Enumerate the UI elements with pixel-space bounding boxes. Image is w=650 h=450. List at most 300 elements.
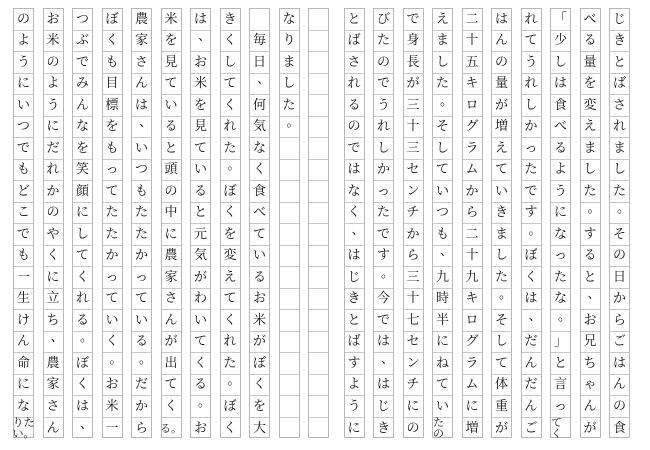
manuscript-cell	[191, 9, 210, 31]
cell-character: ん	[75, 97, 89, 113]
cell-character: の	[612, 398, 626, 414]
manuscript-cell	[345, 117, 364, 139]
manuscript-cell	[44, 9, 63, 31]
cell-character: で	[75, 54, 89, 70]
cell-character: た	[282, 97, 296, 113]
cell-character: 二	[465, 226, 479, 242]
manuscript-cell	[404, 95, 423, 117]
cell-character: 三	[406, 97, 420, 113]
cell-character: て	[223, 76, 237, 92]
manuscript-cell	[250, 9, 269, 31]
manuscript-cell	[345, 9, 364, 31]
cell-character: で	[16, 140, 30, 156]
cell-character: と	[164, 140, 178, 156]
cell-character: う	[347, 398, 361, 414]
manuscript-cell	[404, 246, 423, 268]
cell-character: し	[223, 54, 237, 70]
manuscript-cell	[433, 310, 452, 332]
manuscript-cell	[73, 289, 92, 311]
cell-character: 十	[406, 291, 420, 307]
manuscript-cell	[221, 31, 240, 53]
cell-character: で	[376, 76, 390, 92]
cell-character: 食	[612, 420, 626, 436]
manuscript-cell	[522, 353, 541, 375]
cell-character: たの	[433, 416, 444, 441]
cell-character: は	[376, 334, 390, 350]
manuscript-cell	[374, 396, 393, 418]
manuscript-cell	[103, 267, 122, 289]
cell-character: っ	[376, 183, 390, 199]
manuscript-cell	[14, 289, 33, 311]
cell-character: か	[406, 226, 420, 242]
cell-character: グ	[465, 119, 479, 135]
cell-character: と	[347, 312, 361, 328]
manuscript-cell	[463, 203, 482, 225]
cell-character: た	[134, 205, 148, 221]
manuscript-cell	[250, 267, 269, 289]
cell-character: う	[16, 54, 30, 70]
manuscript-cell	[522, 95, 541, 117]
cell-character: と	[553, 355, 567, 371]
manuscript-cell	[374, 31, 393, 53]
cell-character: う	[46, 97, 60, 113]
manuscript-cell	[522, 289, 541, 311]
manuscript-cell	[374, 310, 393, 332]
manuscript-cell	[14, 160, 33, 182]
cell-character: 、	[587, 287, 601, 303]
manuscript-column	[432, 8, 453, 441]
manuscript-cell	[433, 267, 452, 289]
cell-character: た	[435, 76, 449, 92]
manuscript-cell	[610, 310, 629, 332]
cell-character: え	[435, 11, 449, 27]
manuscript-cell	[309, 224, 328, 246]
manuscript-cell	[132, 418, 151, 440]
cell-character: ン	[406, 183, 420, 199]
cell-character: く	[223, 97, 237, 113]
cell-character: も	[16, 248, 30, 264]
cell-character: で	[376, 226, 390, 242]
cell-character: よ	[553, 162, 567, 178]
manuscript-cell	[280, 353, 299, 375]
manuscript-cell	[191, 353, 210, 375]
manuscript-cell	[374, 375, 393, 397]
manuscript-cell	[463, 95, 482, 117]
cell-character: か	[46, 183, 60, 199]
manuscript-cell	[250, 95, 269, 117]
cell-character: に	[75, 205, 89, 221]
manuscript-cell	[610, 246, 629, 268]
manuscript-cell	[581, 289, 600, 311]
manuscript-cell	[191, 224, 210, 246]
cell-character: わ	[193, 291, 207, 307]
manuscript-cell	[73, 375, 92, 397]
manuscript-cell	[463, 31, 482, 53]
cell-character: き	[376, 420, 390, 436]
cell-character: な	[252, 140, 266, 156]
manuscript-cell	[581, 31, 600, 53]
cell-character: れ	[524, 76, 538, 92]
manuscript-cell	[433, 74, 452, 96]
manuscript-cell	[162, 52, 181, 74]
manuscript-cell	[103, 181, 122, 203]
cell-character: れ	[46, 162, 60, 178]
cell-character: ん	[612, 377, 626, 393]
cell-character: 少	[553, 33, 567, 49]
cell-character: た	[223, 140, 237, 156]
cell-character: 半	[435, 312, 449, 328]
manuscript-cell	[132, 396, 151, 418]
cell-character: い	[435, 183, 449, 199]
manuscript-cell	[522, 203, 541, 225]
manuscript-cell	[551, 9, 570, 31]
cell-character: な	[16, 398, 30, 414]
cell-character: を	[193, 97, 207, 113]
manuscript-cell	[191, 310, 210, 332]
cell-character: る	[583, 33, 597, 49]
cell-character: し	[612, 162, 626, 178]
manuscript-column	[131, 8, 152, 438]
cell-character: ら	[612, 312, 626, 328]
manuscript-cell	[433, 353, 452, 375]
manuscript-cell	[492, 224, 511, 246]
manuscript-cell	[551, 74, 570, 96]
manuscript-cell	[44, 138, 63, 160]
manuscript-column	[609, 8, 630, 438]
manuscript-column	[279, 8, 300, 438]
cell-character: が	[583, 420, 597, 436]
manuscript-cell	[250, 310, 269, 332]
manuscript-cell	[551, 52, 570, 74]
cell-character: っ	[134, 269, 148, 285]
cell-character: か	[376, 162, 390, 178]
manuscript-column	[102, 8, 123, 438]
manuscript-cell	[73, 95, 92, 117]
manuscript-cell	[191, 375, 210, 397]
manuscript-column	[249, 8, 270, 438]
manuscript-cell	[44, 224, 63, 246]
cell-character: く	[223, 33, 237, 49]
cell-character: ム	[465, 377, 479, 393]
manuscript-cell	[132, 267, 151, 289]
cell-character: 。	[138, 351, 152, 367]
manuscript-cell	[73, 117, 92, 139]
manuscript-cell	[191, 52, 210, 74]
manuscript-cell	[14, 310, 33, 332]
cell-character: っ	[524, 140, 538, 156]
manuscript-cell	[610, 418, 629, 440]
cell-character: さ	[134, 54, 148, 70]
manuscript-cell	[551, 267, 570, 289]
cell-character: す	[347, 355, 361, 371]
manuscript-cell	[492, 160, 511, 182]
cell-character: ら	[134, 420, 148, 436]
cell-character: の	[494, 54, 508, 70]
cell-character: の	[16, 11, 30, 27]
cell-character: 。	[286, 115, 300, 131]
cell-character: 目	[105, 76, 119, 92]
manuscript-cell	[162, 117, 181, 139]
manuscript-cell	[73, 246, 92, 268]
manuscript-cell	[404, 203, 423, 225]
cell-character: い	[105, 312, 119, 328]
cell-character: る	[193, 183, 207, 199]
manuscript-cell	[433, 375, 452, 397]
cell-character: て	[435, 162, 449, 178]
manuscript-cell	[309, 353, 328, 375]
manuscript-cell	[44, 332, 63, 354]
cell-character: 顔	[75, 183, 89, 199]
manuscript-cell	[492, 203, 511, 225]
manuscript-cell	[280, 181, 299, 203]
cell-character: も	[435, 226, 449, 242]
cell-character: 命	[16, 355, 30, 371]
manuscript-cell	[374, 246, 393, 268]
cell-character: と	[193, 205, 207, 221]
cell-character: 体	[494, 377, 508, 393]
manuscript-cell	[14, 353, 33, 375]
manuscript-cell	[492, 353, 511, 375]
manuscript-cell	[404, 396, 423, 418]
manuscript-column	[403, 8, 424, 438]
manuscript-column	[373, 8, 394, 438]
manuscript-cell	[581, 224, 600, 246]
manuscript-cell	[404, 310, 423, 332]
cell-character: ゃ	[583, 377, 597, 393]
cell-character: ま	[435, 33, 449, 49]
cell-character: う	[376, 97, 390, 113]
cell-character: 、	[380, 351, 394, 367]
cell-character: こ	[16, 205, 30, 221]
cell-character: お	[193, 420, 207, 436]
manuscript-cell	[280, 203, 299, 225]
manuscript-cell	[221, 52, 240, 74]
cell-character: ち	[46, 312, 60, 328]
cell-character: ん	[46, 420, 60, 436]
cell-character: く	[252, 377, 266, 393]
manuscript-cell	[103, 31, 122, 53]
cell-character: 七	[406, 312, 420, 328]
cell-character: ま	[282, 54, 296, 70]
manuscript-cell	[309, 31, 328, 53]
cell-character: き	[223, 11, 237, 27]
manuscript-cell	[191, 289, 210, 311]
manuscript-cell	[345, 267, 364, 289]
cell-character: 食	[553, 97, 567, 113]
manuscript-column	[72, 8, 93, 438]
cell-character: れ	[612, 119, 626, 135]
manuscript-cell	[551, 396, 570, 418]
manuscript-cell	[433, 160, 452, 182]
cell-character: に	[46, 119, 60, 135]
manuscript-cell	[610, 289, 629, 311]
cell-character: の	[406, 420, 420, 436]
manuscript-cell	[492, 310, 511, 332]
manuscript-cell	[551, 418, 570, 440]
cell-character: ぶ	[75, 33, 89, 49]
cell-character: に	[347, 420, 361, 436]
cell-character: に	[465, 398, 479, 414]
cell-character: る	[553, 140, 567, 156]
cell-character: だ	[524, 377, 538, 393]
cell-character: っ	[105, 162, 119, 178]
cell-character: 米	[105, 398, 119, 414]
cell-character: 農	[164, 248, 178, 264]
cell-character: が	[494, 420, 508, 436]
manuscript-cell	[404, 375, 423, 397]
cell-character: の	[46, 54, 60, 70]
manuscript-cell	[162, 31, 181, 53]
cell-character: れ	[376, 119, 390, 135]
cell-character: 三	[406, 140, 420, 156]
manuscript-cell	[374, 74, 393, 96]
cell-character: 増	[465, 420, 479, 436]
cell-character: と	[612, 54, 626, 70]
cell-character: 今	[376, 291, 390, 307]
cell-character: よ	[46, 76, 60, 92]
cell-character: て	[105, 183, 119, 199]
manuscript-cell	[610, 396, 629, 418]
cell-character: よ	[16, 33, 30, 49]
manuscript-cell	[250, 138, 269, 160]
manuscript-cell	[221, 160, 240, 182]
cell-character: い	[494, 183, 508, 199]
cell-character: ラ	[465, 355, 479, 371]
manuscript-cell	[162, 289, 181, 311]
manuscript-cell	[162, 396, 181, 418]
manuscript-cell	[522, 224, 541, 246]
manuscript-cell	[309, 418, 328, 440]
manuscript-cell	[162, 332, 181, 354]
cell-character: く	[105, 33, 119, 49]
manuscript-cell	[581, 267, 600, 289]
cell-character: い	[193, 162, 207, 178]
manuscript-column	[220, 8, 241, 438]
manuscript-cell	[132, 74, 151, 96]
cell-character: も	[134, 183, 148, 199]
cell-character: ど	[16, 183, 30, 199]
manuscript-cell	[551, 203, 570, 225]
cell-character: た	[376, 33, 390, 49]
manuscript-cell	[132, 117, 151, 139]
cell-character: チ	[406, 205, 420, 221]
cell-character: 元	[193, 226, 207, 242]
manuscript-cell	[522, 160, 541, 182]
cell-character: し	[435, 54, 449, 70]
cell-character: は	[347, 248, 361, 264]
cell-character: え	[494, 140, 508, 156]
manuscript-cell	[14, 375, 33, 397]
manuscript-cell	[492, 375, 511, 397]
manuscript-cell	[581, 203, 600, 225]
cell-character: ぼ	[223, 183, 237, 199]
manuscript-cell	[404, 31, 423, 53]
manuscript-cell	[162, 203, 181, 225]
manuscript-cell	[492, 267, 511, 289]
cell-character: て	[193, 334, 207, 350]
cell-character: 五	[465, 54, 479, 70]
manuscript-cell	[492, 138, 511, 160]
cell-character: 米	[193, 76, 207, 92]
manuscript-cell	[374, 117, 393, 139]
manuscript-cell	[44, 160, 63, 182]
manuscript-cell	[73, 267, 92, 289]
manuscript-cell	[280, 267, 299, 289]
manuscript-cell	[581, 138, 600, 160]
cell-character: 三	[406, 269, 420, 285]
cell-character: す	[376, 248, 390, 264]
cell-character: 量	[583, 54, 597, 70]
cell-character: に	[435, 334, 449, 350]
manuscript-cell	[433, 246, 452, 268]
cell-character: し	[376, 140, 390, 156]
cell-character: 言	[553, 377, 567, 393]
cell-character: さ	[347, 54, 361, 70]
manuscript-cell	[221, 74, 240, 96]
cell-character: る	[134, 334, 148, 350]
cell-character: 十	[465, 248, 479, 264]
manuscript-cell	[221, 353, 240, 375]
cell-character: を	[75, 140, 89, 156]
manuscript-cell	[492, 117, 511, 139]
manuscript-cell	[345, 224, 364, 246]
cell-character: 立	[46, 291, 60, 307]
cell-character: じ	[612, 11, 626, 27]
cell-character: ん	[524, 355, 538, 371]
cell-character: て	[494, 355, 508, 371]
manuscript-cell	[309, 95, 328, 117]
cell-character: い	[435, 398, 449, 414]
cell-character: す	[583, 226, 597, 242]
manuscript-cell	[280, 310, 299, 332]
cell-character: く	[347, 205, 361, 221]
cell-character: っ	[553, 248, 567, 264]
manuscript-cell	[345, 310, 364, 332]
manuscript-cell	[551, 31, 570, 53]
cell-character: ま	[612, 140, 626, 156]
manuscript-cell	[221, 181, 240, 203]
cell-character: て	[164, 76, 178, 92]
manuscript-cell	[280, 138, 299, 160]
cell-character: べ	[583, 11, 597, 27]
manuscript-cell	[221, 9, 240, 31]
cell-character: い	[252, 248, 266, 264]
manuscript-cell	[610, 224, 629, 246]
manuscript-cell	[374, 95, 393, 117]
cell-character: 日	[252, 54, 266, 70]
manuscript-cell	[162, 246, 181, 268]
cell-character: ム	[465, 162, 479, 178]
manuscript-cell	[309, 332, 328, 354]
manuscript-cell	[103, 353, 122, 375]
cell-character: す	[524, 205, 538, 221]
manuscript-cell	[345, 246, 364, 268]
cell-character: 変	[583, 97, 597, 113]
manuscript-cell	[374, 138, 393, 160]
manuscript-cell	[103, 95, 122, 117]
manuscript-cell	[221, 246, 240, 268]
manuscript-cell	[492, 9, 511, 31]
manuscript-cell	[345, 353, 364, 375]
cell-character: る	[252, 269, 266, 285]
cell-character: く	[75, 377, 89, 393]
manuscript-column	[308, 8, 329, 438]
cell-character: 笑	[75, 162, 89, 178]
manuscript-cell	[132, 52, 151, 74]
manuscript-cell	[404, 117, 423, 139]
manuscript-cell	[433, 203, 452, 225]
manuscript-cell	[463, 181, 482, 203]
